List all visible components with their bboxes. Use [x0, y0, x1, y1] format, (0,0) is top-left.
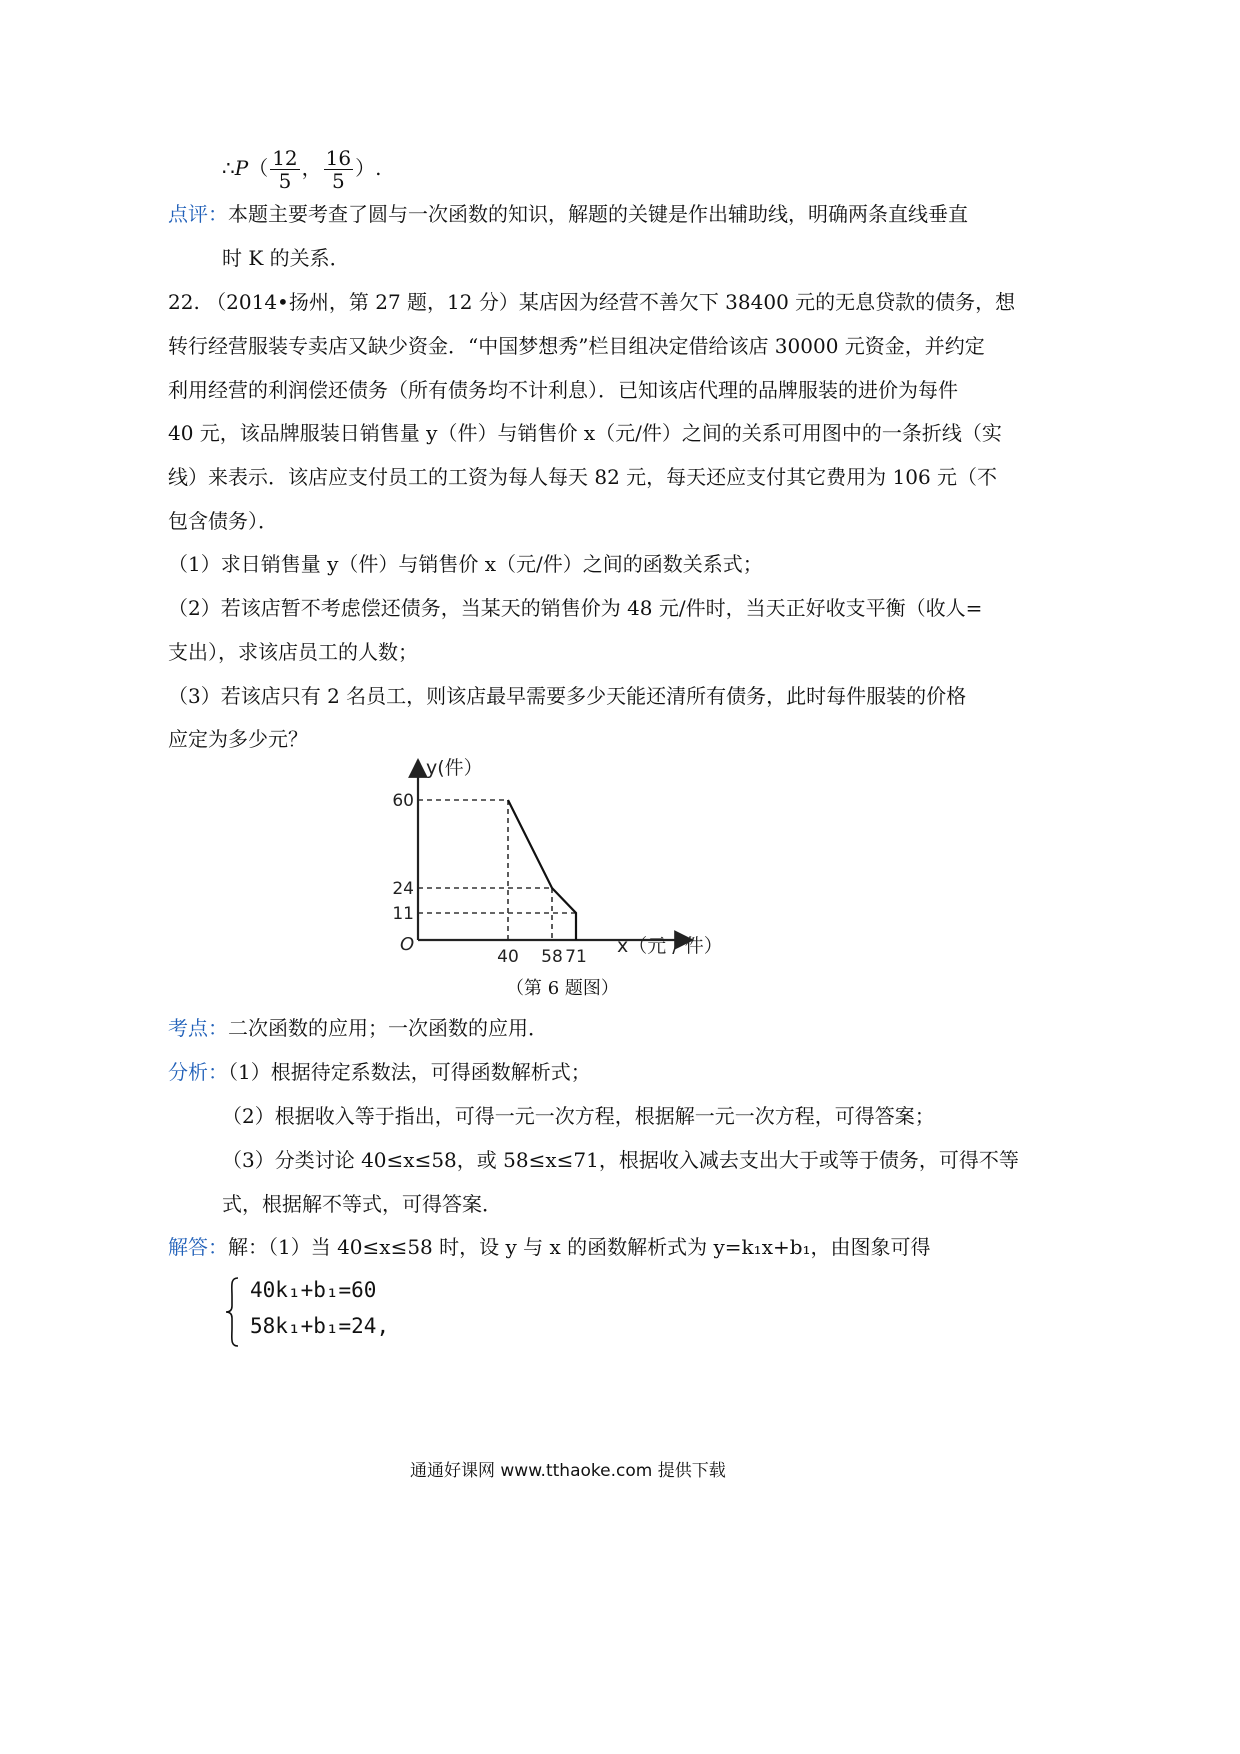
problem-line-5: 线）来表示．该店应支付员工的工资为每人每天 82 元，每天还应支付其它费用为 106 元（不: [168, 465, 998, 489]
question-3-line-2: 应定为多少元？: [168, 727, 308, 751]
fenxi-line-4: 式，根据解不等式，可得答案．: [222, 1192, 502, 1216]
problem-line-1: 22. （2014•扬州，第 27 题，12 分）某店因为经营不善欠下 38400 元的无息贷款的债务，想: [168, 290, 1016, 314]
y-tick-label-24: 24: [392, 879, 414, 899]
fraction-x-denominator: 5: [278, 169, 292, 193]
y-tick-label-11: 11: [392, 904, 414, 924]
problem-line-4: 40 元，该品牌服装日销售量 y（件）与销售价 x（元/件）之间的关系可用图中的一条折线（实: [168, 421, 1002, 445]
therefore-symbol: ∴: [222, 156, 235, 180]
equation-2: [250, 1314, 389, 1338]
fenxi-line-2: （2）根据收入等于指出，可得一元一次方程，根据解一元一次方程，可得答案；: [222, 1104, 935, 1128]
kaodian-tag: 考点：: [168, 1016, 228, 1040]
jieda-line: [168, 1233, 931, 1261]
paren-close: ）.: [355, 156, 382, 180]
question-2-line-2: 支出），求该店员工的人数；: [168, 640, 418, 664]
point-result: [222, 146, 381, 194]
series-polyline: [508, 800, 576, 940]
sales-price-chart: [380, 752, 740, 972]
equation-2-text: 58k₁+b₁=24: [250, 1314, 377, 1338]
x-tick-label-58: 58: [541, 947, 563, 967]
fraction-y-denominator: 5: [332, 169, 345, 193]
review-tag: 点评：: [168, 202, 228, 226]
point-name: P: [234, 156, 249, 180]
chart-caption: （第 6 题图）: [506, 978, 619, 999]
origin-label: O: [400, 934, 415, 955]
x-tick-label-40: 40: [497, 947, 519, 967]
jieda-text: 解：（1）当 40≤x≤58 时，设 y 与 x 的函数解析式为 y=k₁x+b₁，由图象可得: [228, 1235, 931, 1259]
y-axis-label: y(件）: [426, 757, 483, 779]
fraction-y: [324, 147, 353, 192]
equation-system: [224, 1276, 404, 1348]
fraction-y-numerator: 16: [325, 146, 352, 170]
page-footer: 通通好课网 www.tthaoke.com 提供下载: [410, 1461, 726, 1481]
fenxi-text-1: （1）根据待定系数法，可得函数解析式；: [228, 1060, 591, 1084]
question-3-line-1: （3）若该店只有 2 名员工，则该店最早需要多少天能还清所有债务，此时每件服装的价格: [168, 684, 967, 708]
comma: ，: [301, 156, 322, 180]
review-line-1: [168, 200, 968, 228]
fenxi-line-1: [168, 1058, 591, 1086]
review-text-1: 本题主要考查了圆与一次函数的知识，解题的关键是作出辅助线，明确两条直线垂直: [228, 202, 968, 226]
review-line-2: 时 K 的关系．: [222, 246, 350, 270]
question-1: （1）求日销售量 y（件）与销售价 x（元/件）之间的函数关系式；: [168, 552, 763, 576]
dashed-guides: [418, 800, 576, 940]
fraction-x-numerator: 12: [272, 146, 298, 170]
equation-1: 40k₁+b₁=60: [250, 1278, 377, 1302]
kaodian-line: [168, 1014, 548, 1042]
jieda-tag: 解答：: [168, 1235, 228, 1259]
equation-trailing-comma: ,: [376, 1314, 390, 1338]
left-brace-icon: [224, 1276, 240, 1348]
fraction-x: [270, 147, 299, 192]
question-2-line-1: （2）若该店暂不考虑偿还债务，当某天的销售价为 48 元/件时，当天正好收支平衡（收人=: [168, 596, 983, 620]
fenxi-line-3: （3）分类讨论 40≤x≤58，或 58≤x≤71，根据收入减去支出大于或等于债务，可得不等: [222, 1148, 1019, 1172]
series-line-0: [508, 800, 576, 940]
problem-line-3: 利用经营的利润偿还债务（所有债务均不计利息）．已知该店代理的品牌服装的进价为每件: [168, 378, 958, 402]
x-tick-label-71: 71: [565, 947, 587, 967]
paren-open: （: [248, 156, 269, 180]
kaodian-text: 二次函数的应用；一次函数的应用．: [228, 1016, 548, 1040]
fenxi-tag: 分析：: [168, 1060, 228, 1084]
y-tick-label-60: 60: [392, 791, 414, 811]
x-axis-label: x（元 / 件）: [617, 935, 723, 957]
problem-line-2: 转行经营服装专卖店又缺少资金．“中国梦想秀”栏目组决定借给该店 30000 元资金，并约定: [168, 334, 985, 358]
problem-line-6: 包含债务）．: [168, 509, 278, 533]
